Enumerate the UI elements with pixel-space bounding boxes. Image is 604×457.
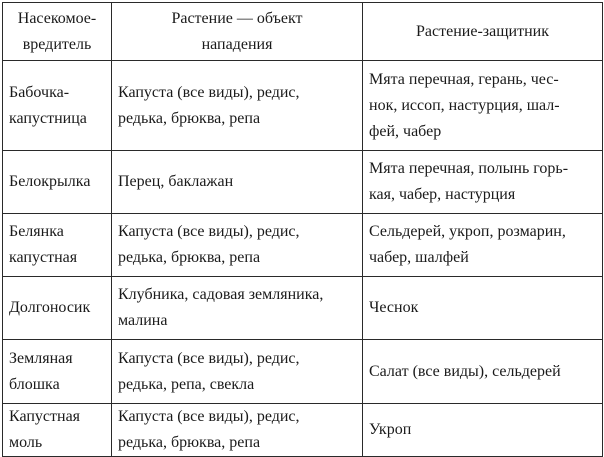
cell-line: Капуста (все виды), редис, [118,408,300,425]
cell-line: Капуста (все виды), редис, [118,223,300,240]
target-cell [112,340,363,404]
protector-cell [363,404,603,457]
target-cell [112,404,363,457]
table-row [3,277,603,340]
protector-cell [363,151,603,214]
cell-line: Клубника, садовая земляника, [118,286,324,303]
pest-cell [3,340,112,404]
target-cell [112,214,363,277]
cell-line: кая, чабер, настурция [369,186,516,203]
header-line: Растение — объект [171,9,303,27]
pest-cell [3,214,112,277]
table-row [3,404,603,457]
target-cell [112,277,363,340]
cell-line: Чеснок [369,299,419,316]
cell-line: редька, брюква, репа [118,249,261,266]
cell-line: редька, репа, свекла [118,375,255,393]
cell-line: Мята перечная, полынь горь- [369,160,569,177]
cell-line: Укроп [369,421,412,438]
cell-line: моль [9,434,43,451]
pest-companion-table [2,2,603,457]
header-target-plant [112,3,363,61]
protector-cell [363,214,603,277]
cell-line: Белокрылка [9,173,91,190]
header-line: Насекомое- [17,9,97,27]
cell-line: Капуста (все виды), редис, [118,83,300,101]
target-cell [112,61,363,151]
cell-line: Салат (все виды), сельдерей [369,362,561,380]
cell-line: капустная [9,249,78,266]
table-header-row [3,3,603,61]
cell-line: Белянка [9,223,64,240]
protector-cell [363,277,603,340]
pest-cell [3,404,112,457]
cell-line: Земляная [9,349,73,367]
target-cell [112,151,363,214]
cell-line: редька, брюква, репа [118,434,261,451]
cell-line: малина [118,312,168,329]
header-line: вредитель [22,35,92,53]
protector-cell [363,340,603,404]
header-line: нападения [201,35,273,53]
table-row [3,214,603,277]
cell-line: фей, чабер [369,122,442,140]
cell-line: редька, брюква, репа [118,109,261,127]
cell-line: блошка [9,375,60,393]
cell-line: капустница [9,109,87,127]
pest-cell [3,277,112,340]
table-row [3,61,603,151]
header-protector-plant [363,3,603,61]
cell-line: Перец, баклажан [118,173,234,190]
cell-line: Сельдерей, укроп, розмарин, [369,223,566,240]
cell-line: нок, иссоп, настурция, шал- [369,96,560,114]
table-row [3,340,603,404]
table-row [3,151,603,214]
pest-cell [3,151,112,214]
cell-line: чабер, шалфей [369,249,469,266]
cell-line: Мята перечная, герань, чес- [369,70,559,88]
protector-cell [363,61,603,151]
cell-line: Капустная [9,408,81,425]
header-pest [3,3,112,61]
cell-line: Бабочка- [9,83,70,101]
header-line: Растение-защитник [416,22,549,40]
cell-line: Капуста (все виды), редис, [118,349,300,367]
pest-cell [3,61,112,151]
cell-line: Долгоносик [9,299,91,316]
